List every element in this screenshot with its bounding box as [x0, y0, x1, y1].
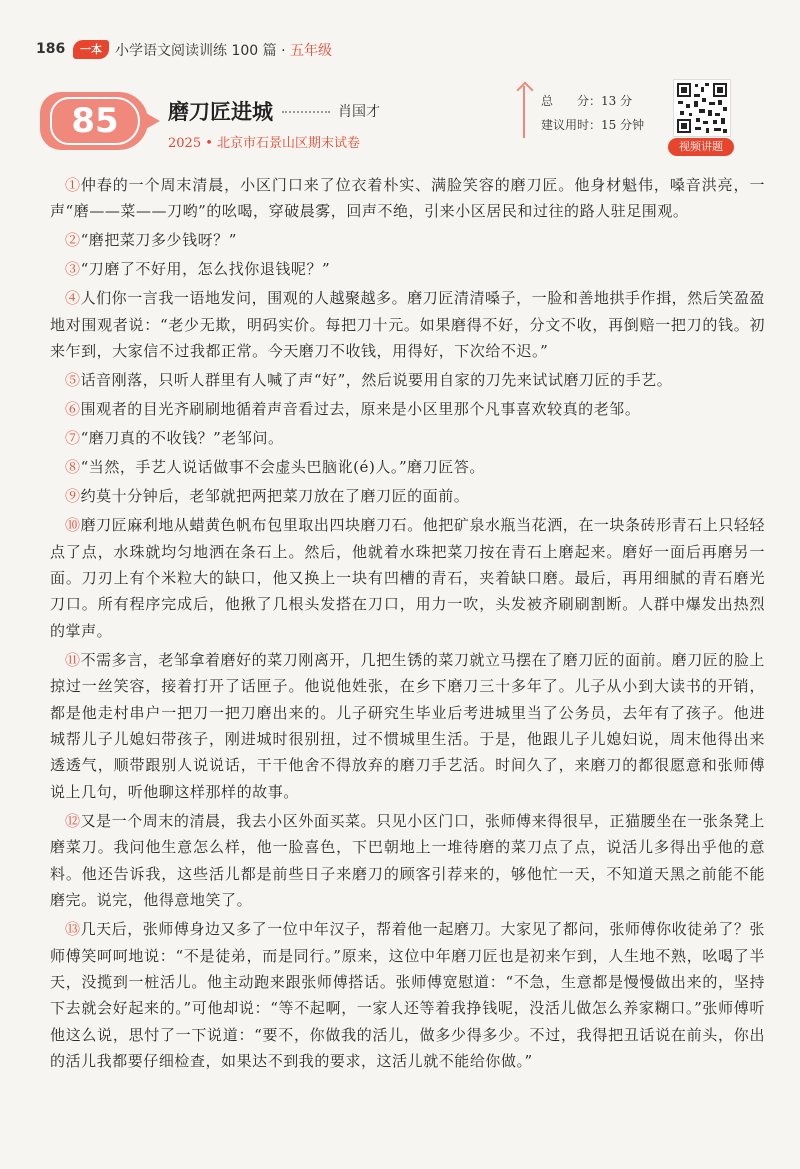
page-header — [0, 38, 800, 62]
paragraph — [50, 808, 765, 914]
paragraph-number: ⑥ — [65, 400, 81, 419]
paragraph-text: 围观者的目光齐刷刷地循着声音看过去，原来是小区里那个凡事喜欢较真的老邹。 — [80, 400, 641, 419]
qr-code-icon — [674, 80, 730, 136]
source-line: 2025 • 北京市石景山区期末试卷 — [168, 136, 361, 151]
total-score-value: 13 分 — [601, 94, 633, 108]
paragraph-text: 人们你一言我一语地发问，围观的人越聚越多。磨刀匠清清嗓子，一脸和善地拱手作揖，然后笑盈盈地对围观者说：“老少无欺，明码实价。每把刀十元。如果磨得不好，分文不收，再倒赔一把刀的钱。初来乍到，大家信不过我都正常。今天磨刀不收钱，用得好，下次给不迟。” — [50, 289, 765, 361]
paragraph-number: ⑧ — [65, 458, 81, 477]
total-score-label: 总 分： — [541, 94, 602, 108]
paragraph-text: “磨把菜刀多少钱呀？” — [80, 231, 237, 250]
paragraph-text: 几天后，张师傅身边又多了一位中年汉子，帮着他一起磨刀。大家见了都问，张师傅你收徒弟了？张师傅笑呵呵地说：“不是徒弟，而是同行。”原来，这位中年磨刀匠也是初来乍到，人生地不熟，吆喝了半天，没揽到一桩活儿。他主动跑来跟张师傅搭话。张师傅宽慰道：“不急，生意都是慢慢做出来的，坚持下去就会好起来的。”可他却说：“等不起啊，一家人还等着我挣钱呢，没活儿做怎么养家糊口。”张师傅听他这么说，思忖了一下说道：“要不，你做我的活儿，做多少得多少。不过，我得把丑话说在前头，你出的活儿我都要仔细检查，如果达不到我的要求，这活儿就不能给你做。” — [50, 920, 765, 1071]
lesson-title: 磨刀匠进城 — [168, 100, 273, 124]
paragraph-number: ⑨ — [65, 487, 81, 506]
title-divider — [282, 111, 330, 113]
paragraph-number: ⑩ — [65, 516, 81, 535]
paragraph-number: ⑬ — [65, 920, 81, 939]
paragraph-number: ② — [65, 231, 81, 250]
paragraph — [50, 227, 765, 253]
paragraph-number: ⑦ — [65, 429, 81, 448]
lesson-number: 85 — [50, 97, 140, 145]
paragraph-number: ⑤ — [65, 371, 81, 390]
paragraph-number: ⑪ — [65, 650, 81, 669]
paragraph — [50, 647, 765, 805]
paragraph-number: ③ — [65, 260, 81, 279]
article-body — [50, 172, 765, 1077]
video-lesson-button[interactable]: 视频讲题 — [668, 138, 734, 156]
suggested-time — [541, 116, 644, 133]
brand-badge: 一本 — [73, 40, 109, 59]
grade-label: 五年级 — [289, 43, 332, 59]
paragraph — [50, 172, 765, 225]
paragraph-text: 仲春的一个周末清晨，小区门口来了位衣着朴实、满脸笑容的磨刀匠。他身材魁伟，嗓音洪亮，一声“磨——菜——刀哟”的吆喝，穿破晨雾，回声不绝，引来小区居民和过往的路人驻足围观。 — [50, 176, 765, 221]
page-number: 186 — [36, 41, 66, 57]
qr-code[interactable] — [673, 79, 731, 137]
suggested-time-label: 建议用时： — [541, 118, 602, 132]
paragraph-text: 磨刀匠麻利地从蜡黄色帆布包里取出四块磨刀石。他把矿泉水瓶当花洒，在一块条砖形青石上只轻轻点了点，水珠就均匀地洒在条石上。然后，他就着水珠把菜刀按在青石上磨起来。磨好一面后再磨另一面。刀刃上有个米粒大的缺口，他又换上一块有凹槽的青石，夹着缺口磨。最后，再用细腻的青石磨光刀口。所有程序完成后，他揪了几根头发搭在刀口，用力一吹，头发被齐刷刷割断。人群中爆发出热烈的掌声。 — [50, 516, 765, 640]
paragraph-number: ① — [65, 176, 81, 194]
paragraph-text: 不需多言，老邹拿着磨好的菜刀刚离开，几把生锈的菜刀就立马摆在了磨刀匠的面前。磨刀匠的脸上掠过一丝笑容，接着打开了话匣子。他说他姓张，在乡下磨刀三十多年了。儿子从小到大读书的开销，都是他走村串户一把刀一把刀磨出来的。儿子研究生毕业后考进城里当了公务员，去年有了孩子。他进城帮儿子儿媳妇带孩子，刚进城时很别扭，过不惯城里生活。于是，他跟儿子儿媳妇说，周末他得出来透透气，顺带跟别人说说话，干干他舍不得放弃的磨刀手艺活。时间久了，来磨刀的都很愿意和张师傅说上几句，听他聊这样那样的故事。 — [50, 650, 765, 801]
paragraph-text: “刀磨了不好用，怎么找你退钱呢？” — [80, 260, 331, 279]
paragraph-text: “磨刀真的不收钱？”老邹问。 — [80, 429, 284, 448]
total-score — [541, 92, 632, 109]
paragraph-number: ④ — [65, 289, 81, 308]
paragraph — [50, 512, 765, 644]
suggested-time-value: 15 分钟 — [601, 118, 645, 132]
paragraph-text: 话音刚落，只听人群里有人喊了声“好”，然后说要用自家的刀先来试试磨刀匠的手艺。 — [80, 371, 673, 390]
score-box — [523, 86, 665, 138]
paragraph — [50, 367, 765, 393]
paragraph — [50, 916, 765, 1074]
book-title — [115, 40, 332, 60]
paragraph-text: 又是一个周末的清晨，我去小区外面买菜。只见小区门口，张师傅来得很早，正猫腰坐在一张条凳上磨菜刀。我问他生意怎么样，他一脸喜色，下巴朝地上一堆待磨的菜刀点了点，说活儿多得出乎他的意料。他还告诉我，这些活儿都是前些日子来磨刀的顾客引荐来的，够他忙一天，不知道天黑之前能不能磨完。说完，他得意地笑了。 — [50, 811, 765, 910]
author: 肖国才 — [338, 104, 380, 120]
paragraph — [50, 425, 765, 451]
paragraph-text: 约莫十分钟后，老邹就把两把菜刀放在了磨刀匠的面前。 — [80, 487, 470, 506]
paragraph — [50, 396, 765, 422]
paragraph-text: “当然，手艺人说话做事不会虚头巴脑讹(é)人。”磨刀匠答。 — [80, 458, 485, 477]
paragraph — [50, 285, 765, 364]
paragraph — [50, 483, 765, 509]
lesson-number-badge — [40, 92, 148, 150]
paragraph — [50, 256, 765, 282]
paragraph — [50, 454, 765, 480]
paragraph-number: ⑫ — [65, 811, 81, 830]
book-title-text: 小学语文阅读训练 100 篇 · — [115, 43, 290, 59]
